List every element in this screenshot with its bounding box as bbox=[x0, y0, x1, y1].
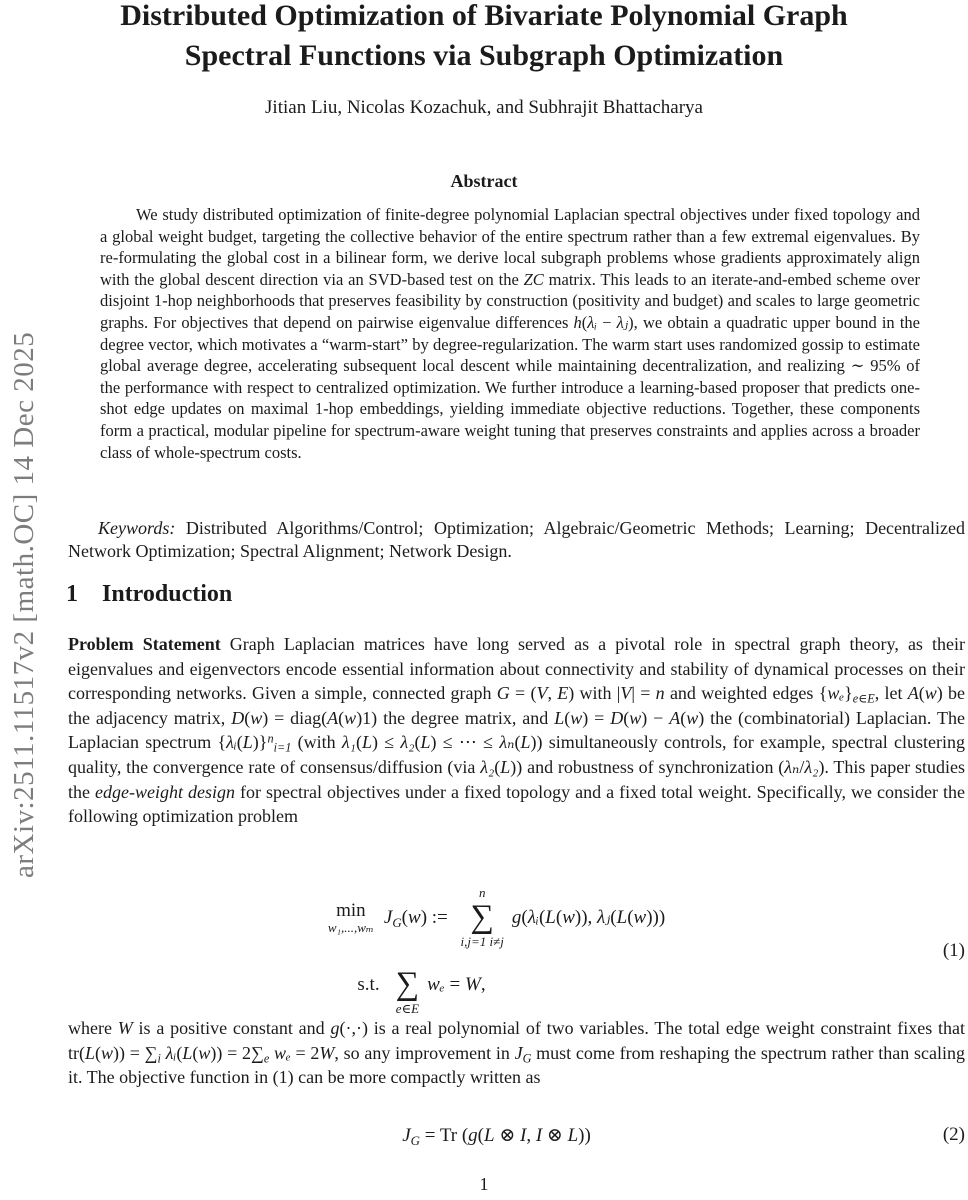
equation-2-number: (2) bbox=[942, 1124, 965, 1145]
equation-2-content bbox=[68, 1118, 925, 1152]
equation-2-body: $J_G = Tr$ (g(L ⊗ I, I ⊗ L)) bbox=[402, 1124, 591, 1148]
min-operator: min bbox=[336, 900, 366, 921]
equation-1-content bbox=[68, 885, 925, 1016]
equation-1 bbox=[68, 885, 965, 1016]
sum-lower-limit: i,j=1 i≠j bbox=[460, 934, 504, 949]
sum-operator-block-2 bbox=[396, 953, 420, 1016]
equation-2 bbox=[68, 1118, 965, 1152]
paper-title bbox=[0, 0, 968, 76]
intro-paragraph: Problem Statement Graph Laplacian matrices have long served as a pivotal role in spectral graph theory, as their eigenvalues and eigenvectors encode essential information about connectivity and stability of dynamical processes on their corresponding networks. Given a simple, connected graph G = (V, E) with |V| = n and weighted edges $\{w_e\}_{e\in E}$, let A(w) be the adjacency matrix, D(w) = diag(A(w)1) the degree matrix, and L(w) = D(w) − A(w) the (combinatorial) Laplacian. The Laplacian spectrum {λᵢ(L)}$^n_{i=1}$ (with λ₁(L) ≤ λ₂(L) ≤ ⋯ ≤ λₙ(L)) simultaneously controls, for example, spectral clustering quality, the convergence rate of consensus/diffusion (via λ₂(L)) and robustness of synchronization (λₙ/λ₂). This paper studies the edge-weight design for spectral objectives under a fixed topology and a fixed total weight. Specifically, we consider the following optimization problem bbox=[68, 634, 966, 827]
section-heading bbox=[66, 581, 232, 608]
equation-2-row bbox=[402, 1124, 591, 1147]
equation-1-row-1 bbox=[328, 886, 665, 949]
abstract-text: We study distributed optimization of finite-degree polynomial Laplacian spectral objectives under fixed topology and a global weight budget, targeting the collective behavior of the entire spectrum rather than a few extremal eigenvalues. By re-formulating the global cost in a bilinear form, we derive local subgraph problems whose gradients approximately align with the global descent direction via an SVD-based test on the ZC matrix. This leads to an iterate-and-embed scheme over disjoint 1-hop neighborhoods that preserves feasibility by construction (positivity and budget) and scales to large geometric graphs. For objectives that depend on pairwise eigenvalue differences h(λᵢ − λⱼ), we obtain a quadratic upper bound in the degree vector, which motivates a “warm-start” by degree-regularization. The warm start uses randomized gossip to estimate global average degree, accelerating subsequent local descent while maintaining decentralization, and realizing ∼ 95% of the performance with respect to centralized optimization. We further introduce a learning-based proposer that predicts one-shot edge updates on maximal 1-hop embeddings, yielding immediate objective reductions. Together, these components form a practical, modular pipeline for spectrum-aware weight tuning that preserves constraints and applies across a broader class of whole-spectrum costs. bbox=[100, 205, 920, 462]
equation-1-lhs: $J_G(w)$ := bbox=[383, 906, 453, 930]
sum-symbol: ∑ bbox=[470, 899, 494, 935]
body-paragraph: where W is a positive constant and g(·,·) is a real polynomial of two variables. The total edge weight constraint fixes that $tr(L(w)) = \sum_i$ λᵢ(L(w)) = $2\sum_e$ wₑ = 2W, so any improvement in $J_G$ must come from reshaping the spectrum rather than scaling it. The objective function in (1) can be more compactly written as bbox=[68, 1018, 965, 1088]
title-line-2: Spectral Functions via Subgraph Optimization bbox=[184, 39, 784, 72]
section-number: 1 bbox=[66, 581, 78, 607]
sum-2-symbol: ∑ bbox=[395, 966, 420, 1002]
equation-1-constraint: wₑ = W, bbox=[427, 973, 486, 995]
abstract-heading: Abstract bbox=[450, 171, 518, 191]
sum-operator-block bbox=[461, 886, 504, 949]
subject-to-label: s.t. bbox=[357, 973, 380, 995]
title-line-1: Distributed Optimization of Bivariate Polynomial Graph bbox=[120, 0, 848, 32]
section-title: Introduction bbox=[102, 581, 233, 607]
sum-upper-limit: n bbox=[478, 885, 486, 900]
arxiv-watermark: arXiv:2511.11517v2 [math.OC] 14 Dec 2025 bbox=[8, 331, 40, 878]
equation-1-row-2 bbox=[357, 953, 485, 1016]
keywords-line: Keywords: Distributed Algorithms/Control; Optimization; Algebraic/Geometric Methods; Learning; Decentralized Network Optimization; Spectral Alignment; Network Design. bbox=[68, 518, 965, 561]
authors-line: Jitian Liu, Nicolas Kozachuk, and Subhrajit Bhattacharya bbox=[265, 97, 703, 118]
page-number: 1 bbox=[479, 1174, 489, 1194]
sum-2-lower-limit: e∈E bbox=[395, 1001, 420, 1016]
min-subscript: w₁,...,wₘ bbox=[327, 920, 374, 935]
equation-1-number: (1) bbox=[942, 940, 965, 961]
equation-1-rhs: g(λᵢ(L(w)), λⱼ(L(w))) bbox=[511, 907, 666, 928]
min-operator-block bbox=[328, 900, 374, 935]
